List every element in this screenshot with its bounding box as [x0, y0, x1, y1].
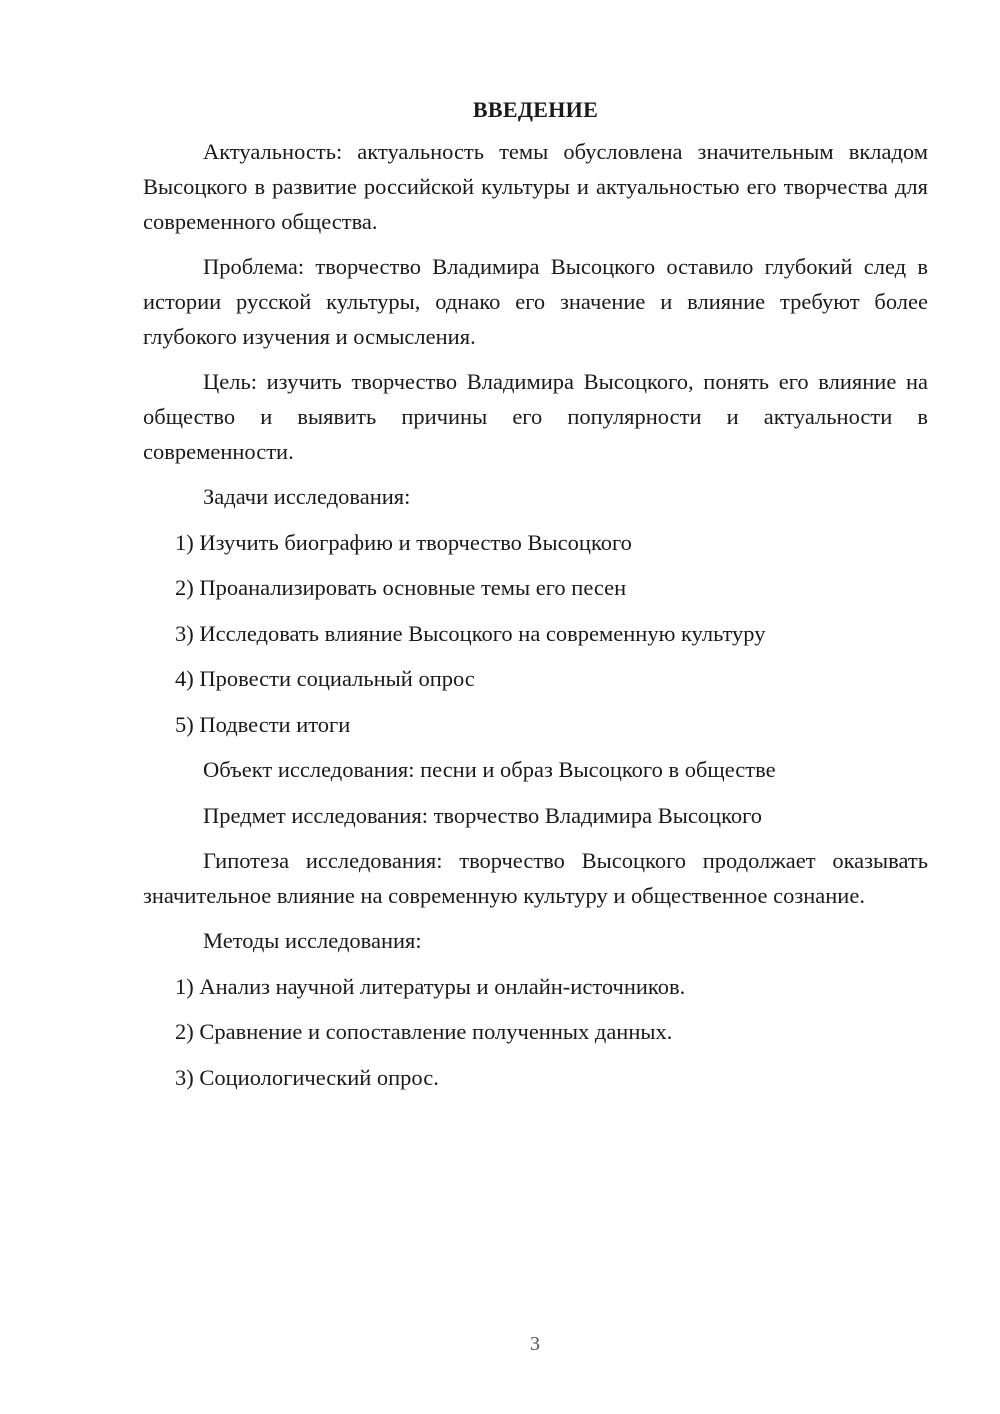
goal-paragraph: Цель: изучить творчество Владимира Высоцкого, понять его влияние на общество и выявить причины его популярности и актуальности в современности.: [143, 369, 928, 464]
list-item: 1) Анализ научной литературы и онлайн-источников.: [175, 973, 686, 999]
tasks-heading: Задачи исследования:: [203, 484, 411, 509]
list-item: 2) Проанализировать основные темы его песен: [175, 575, 627, 600]
tasks-list: [143, 525, 928, 753]
methods-list: [143, 969, 928, 1106]
list-item: 2) Сравнение и сопоставление полученных данных.: [175, 1019, 673, 1044]
list-item: 1) Изучить биографию и творчество Высоцкого: [175, 529, 632, 555]
page-content: [143, 94, 928, 1105]
list-item: 5) Подвести итоги: [175, 711, 351, 737]
methods-heading: Методы исследования:: [203, 928, 422, 953]
page-number: 3: [530, 1333, 540, 1355]
relevance-paragraph: Актуальность: актуальность темы обусловлена значительным вкладом Высоцкого в развитие российской культуры и актуальностью его творчества для современного общества.: [143, 139, 928, 234]
research-object: Объект исследования: песни и образ Высоцкого в обществе: [203, 757, 776, 782]
list-item: 3) Социологический опрос.: [175, 1064, 439, 1090]
problem-paragraph: Проблема: творчество Владимира Высоцкого оставило глубокий след в истории русской культуры, однако его значение и влияние требуют более глубокого изучения и осмысления.: [143, 254, 928, 349]
list-item: 4) Провести социальный опрос: [175, 666, 475, 691]
hypothesis-paragraph: Гипотеза исследования: творчество Высоцкого продолжает оказывать значительное влияние на современную культуру и общественное сознание.: [143, 848, 928, 908]
research-subject: Предмет исследования: творчество Владимира Высоцкого: [203, 802, 763, 828]
list-item: 3) Исследовать влияние Высоцкого на современную культуру: [175, 620, 766, 646]
page-title: ВВЕДЕНИЕ: [472, 97, 599, 122]
